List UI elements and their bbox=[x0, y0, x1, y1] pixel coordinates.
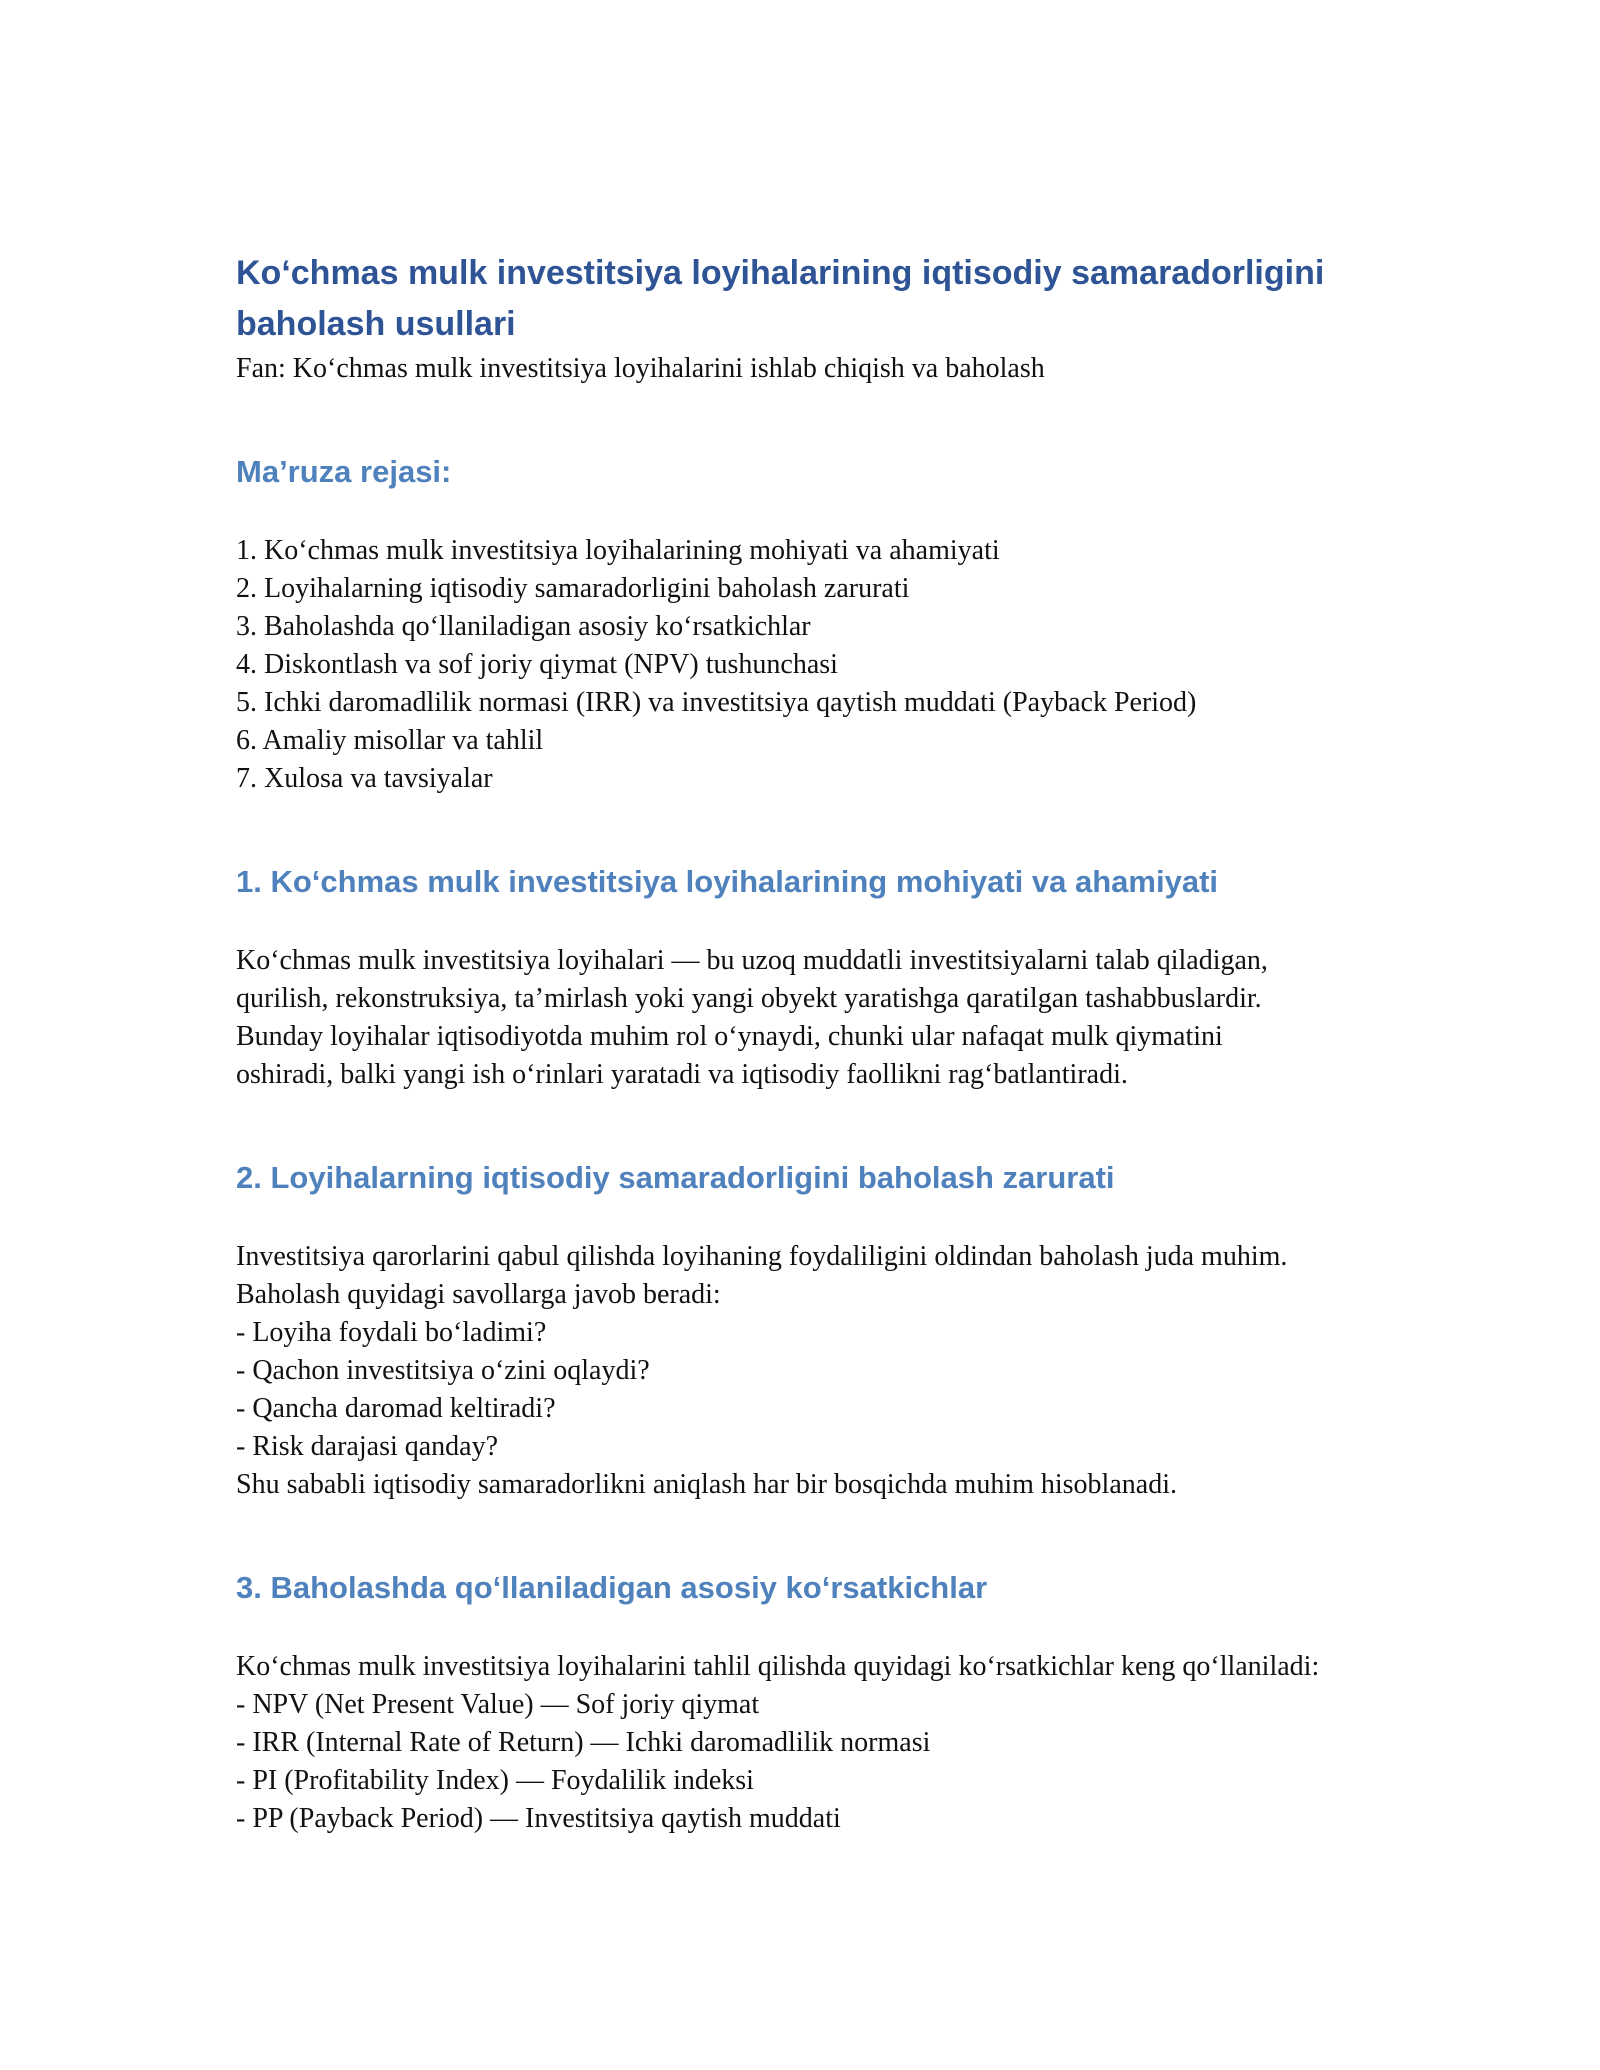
section1-heading: 1. Ko‘chmas mulk investitsiya loyihalarining mohiyati va ahamiyati bbox=[236, 864, 1219, 899]
section1-paragraph bbox=[236, 942, 1416, 1094]
section2-heading: 2. Loyihalarning iqtisodiy samaradorligini baholash zarurati bbox=[236, 1160, 1115, 1195]
list-item: - Qancha daromad keltiradi? bbox=[236, 1393, 556, 1424]
title-line: baholash usullari bbox=[236, 305, 516, 343]
subject-line: Fan: Ko‘chmas mulk investitsiya loyihalarini ishlab chiqish va baholash bbox=[236, 353, 1045, 384]
paragraph-line: oshiradi, balki yangi ish o‘rinlari yaratadi va iqtisodiy faollikni rag‘batlantiradi. bbox=[236, 1059, 1128, 1090]
document-body bbox=[236, 248, 1416, 1838]
list-item: - Qachon investitsiya o‘zini oqlaydi? bbox=[236, 1355, 650, 1386]
plan-item: 7. Xulosa va tavsiyalar bbox=[236, 763, 493, 794]
section3-paragraph bbox=[236, 1648, 1416, 1838]
paragraph-line: Baholash quyidagi savollarga javob beradi: bbox=[236, 1279, 721, 1310]
list-item: - PP (Payback Period) — Investitsiya qaytish muddati bbox=[236, 1803, 841, 1834]
plan-heading: Ma’ruza rejasi: bbox=[236, 454, 452, 489]
document-title bbox=[236, 248, 1416, 350]
section2-paragraph bbox=[236, 1238, 1416, 1504]
plan-item: 5. Ichki daromadlilik normasi (IRR) va investitsiya qaytish muddati (Payback Period) bbox=[236, 687, 1197, 718]
list-item: - PI (Profitability Index) — Foydalilik indeksi bbox=[236, 1765, 754, 1796]
plan-item: 6. Amaliy misollar va tahlil bbox=[236, 725, 544, 756]
list-item: - NPV (Net Present Value) — Sof joriy qiymat bbox=[236, 1689, 760, 1720]
list-item: - Risk darajasi qanday? bbox=[236, 1431, 499, 1462]
section3-heading: 3. Baholashda qo‘llaniladigan asosiy ko‘rsatkichlar bbox=[236, 1570, 988, 1605]
paragraph-line: Ko‘chmas mulk investitsiya loyihalarini tahlil qilishda quyidagi ko‘rsatkichlar keng qo‘llaniladi: bbox=[236, 1651, 1320, 1682]
paragraph-line: Investitsiya qarorlarini qabul qilishda loyihaning foydaliligini oldindan baholash juda muhim. bbox=[236, 1241, 1288, 1272]
paragraph-line: Ko‘chmas mulk investitsiya loyihalari — bu uzoq muddatli investitsiyalarni talab qiladigan, bbox=[236, 945, 1268, 976]
plan-item: 3. Baholashda qo‘llaniladigan asosiy ko‘rsatkichlar bbox=[236, 611, 811, 642]
list-item: - IRR (Internal Rate of Return) — Ichki daromadlilik normasi bbox=[236, 1727, 931, 1758]
plan-item: 4. Diskontlash va sof joriy qiymat (NPV) tushunchasi bbox=[236, 649, 838, 680]
title-line: Ko‘chmas mulk investitsiya loyihalarining iqtisodiy samaradorligini bbox=[236, 254, 1325, 292]
plan-item: 1. Ko‘chmas mulk investitsiya loyihalarining mohiyati va ahamiyati bbox=[236, 535, 1000, 566]
list-item: - Loyiha foydali bo‘ladimi? bbox=[236, 1317, 547, 1348]
plan-list bbox=[236, 532, 1416, 798]
plan-item: 2. Loyihalarning iqtisodiy samaradorligini baholash zarurati bbox=[236, 573, 910, 604]
paragraph-line: Shu sababli iqtisodiy samaradorlikni aniqlash har bir bosqichda muhim hisoblanadi. bbox=[236, 1469, 1177, 1500]
paragraph-line: qurilish, rekonstruksiya, ta’mirlash yoki yangi obyekt yaratishga qaratilgan tashabbuslardir. bbox=[236, 983, 1262, 1014]
paragraph-line: Bunday loyihalar iqtisodiyotda muhim rol o‘ynaydi, chunki ular nafaqat mulk qiymatini bbox=[236, 1021, 1223, 1052]
